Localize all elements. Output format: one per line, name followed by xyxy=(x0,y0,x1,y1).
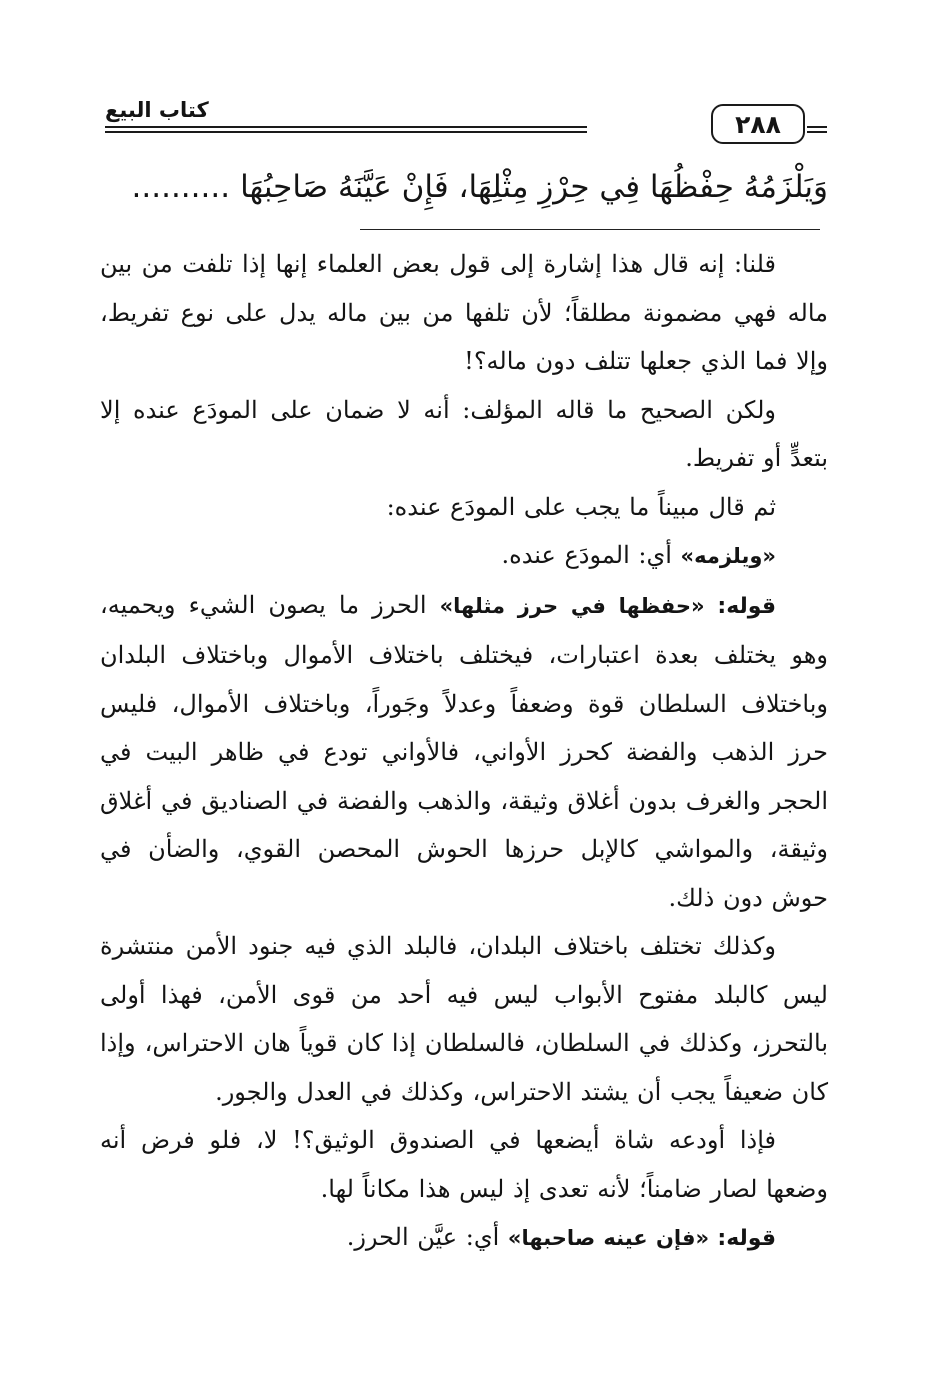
running-title: كتاب البيع xyxy=(105,98,209,122)
paragraph-3: ثم قال مبيناً ما يجب على المودَع عنده: xyxy=(386,492,776,521)
page-number: ٢٨٨ xyxy=(711,104,805,144)
qawluhu-lead: قوله: xyxy=(717,593,776,619)
paragraph-2: ولكن الصحيح ما قاله المؤلف: أنه لا ضمان على المودَع عنده إلا بتعدٍّ أو تفريط. xyxy=(100,395,828,472)
matn-divider xyxy=(360,229,820,230)
paragraph-text: الحرز ما يصون الشيء ويحميه، وهو يختلف بعدة اعتبارات، فيختلف باختلاف الأموال وباختلاف البلدان وباختلاف السلطان قوة وضعفاً وعدلاً وجَوراً، وباختلاف الأموال، فليس حرز الذهب والفضة كحرز الأواني، فالأواني تودع في ظاهر البيت في الحجر والغرف بدون أغلاق وثيقة، والذهب والفضة في الصناديق في أغلاق وثيقة، والمواشي كالإبل حرزها الحوش المحصن القوي، والضأن في حوش دون ذلك. xyxy=(100,590,828,912)
paragraph-8 xyxy=(100,1213,828,1264)
header-rule xyxy=(807,126,827,128)
header-rule xyxy=(807,131,827,133)
paragraph-text: أي: عيَّن الحرز. xyxy=(346,1223,508,1251)
paragraph-text: أي: المودَع عنده. xyxy=(501,541,681,569)
matn-continuation-dots: .......... xyxy=(131,169,231,205)
matn-line xyxy=(100,156,828,218)
paragraph-7: فإذا أودعه شاة أيضعها في الصندوق الوثيق؟! لا، فلو فرض أنه وضعها لصار ضامناً؛ لأنه تعدى إذ ليس هذا مكاناً لها. xyxy=(100,1126,828,1203)
qawluhu-lead: قوله: xyxy=(717,1226,776,1251)
paragraph-6: وكذلك تختلف باختلاف البلدان، فالبلد الذي فيه جنود الأمن منتشرة ليس كالبلد مفتوح الأبواب ليس فيه أحد من قوى الأمن، فهذا أولى بالتحرز، وكذلك في السلطان، فالسلطان إذا كان قوياً هان الاحتراس، وإذا كان ضعيفاً يجب أن يشتد الاحتراس، وكذلك في العدل والجور. xyxy=(100,932,828,1106)
commentary-body xyxy=(100,240,828,1264)
matn-quote: «حفظها في حرز مثلها» xyxy=(439,593,718,618)
paragraph-4 xyxy=(100,531,828,581)
matn-quote: «فإن عينه صاحبها» xyxy=(507,1226,718,1250)
page-header xyxy=(105,98,827,144)
header-rule xyxy=(105,131,587,133)
paragraph-5 xyxy=(100,581,828,923)
paragraph-1: قلنا: إنه قال هذا إشارة إلى قول بعض العلماء إنها إذا تلفت من بين ماله فهي مضمونة مطلقاً؛ لأن تلفها من بين ماله يدل على نوع تفريط، وإلا فما الذي جعلها تتلف دون ماله؟! xyxy=(100,250,828,375)
matn-text: وَيَلْزَمُهُ حِفْظُهَا فِي حِرْزِ مِثْلِهَا، فَإِنْ عَيَّنَهُ صَاحِبُهَا xyxy=(240,169,828,205)
header-rule xyxy=(105,126,587,128)
matn-quote: «ويلزمه» xyxy=(680,544,776,568)
